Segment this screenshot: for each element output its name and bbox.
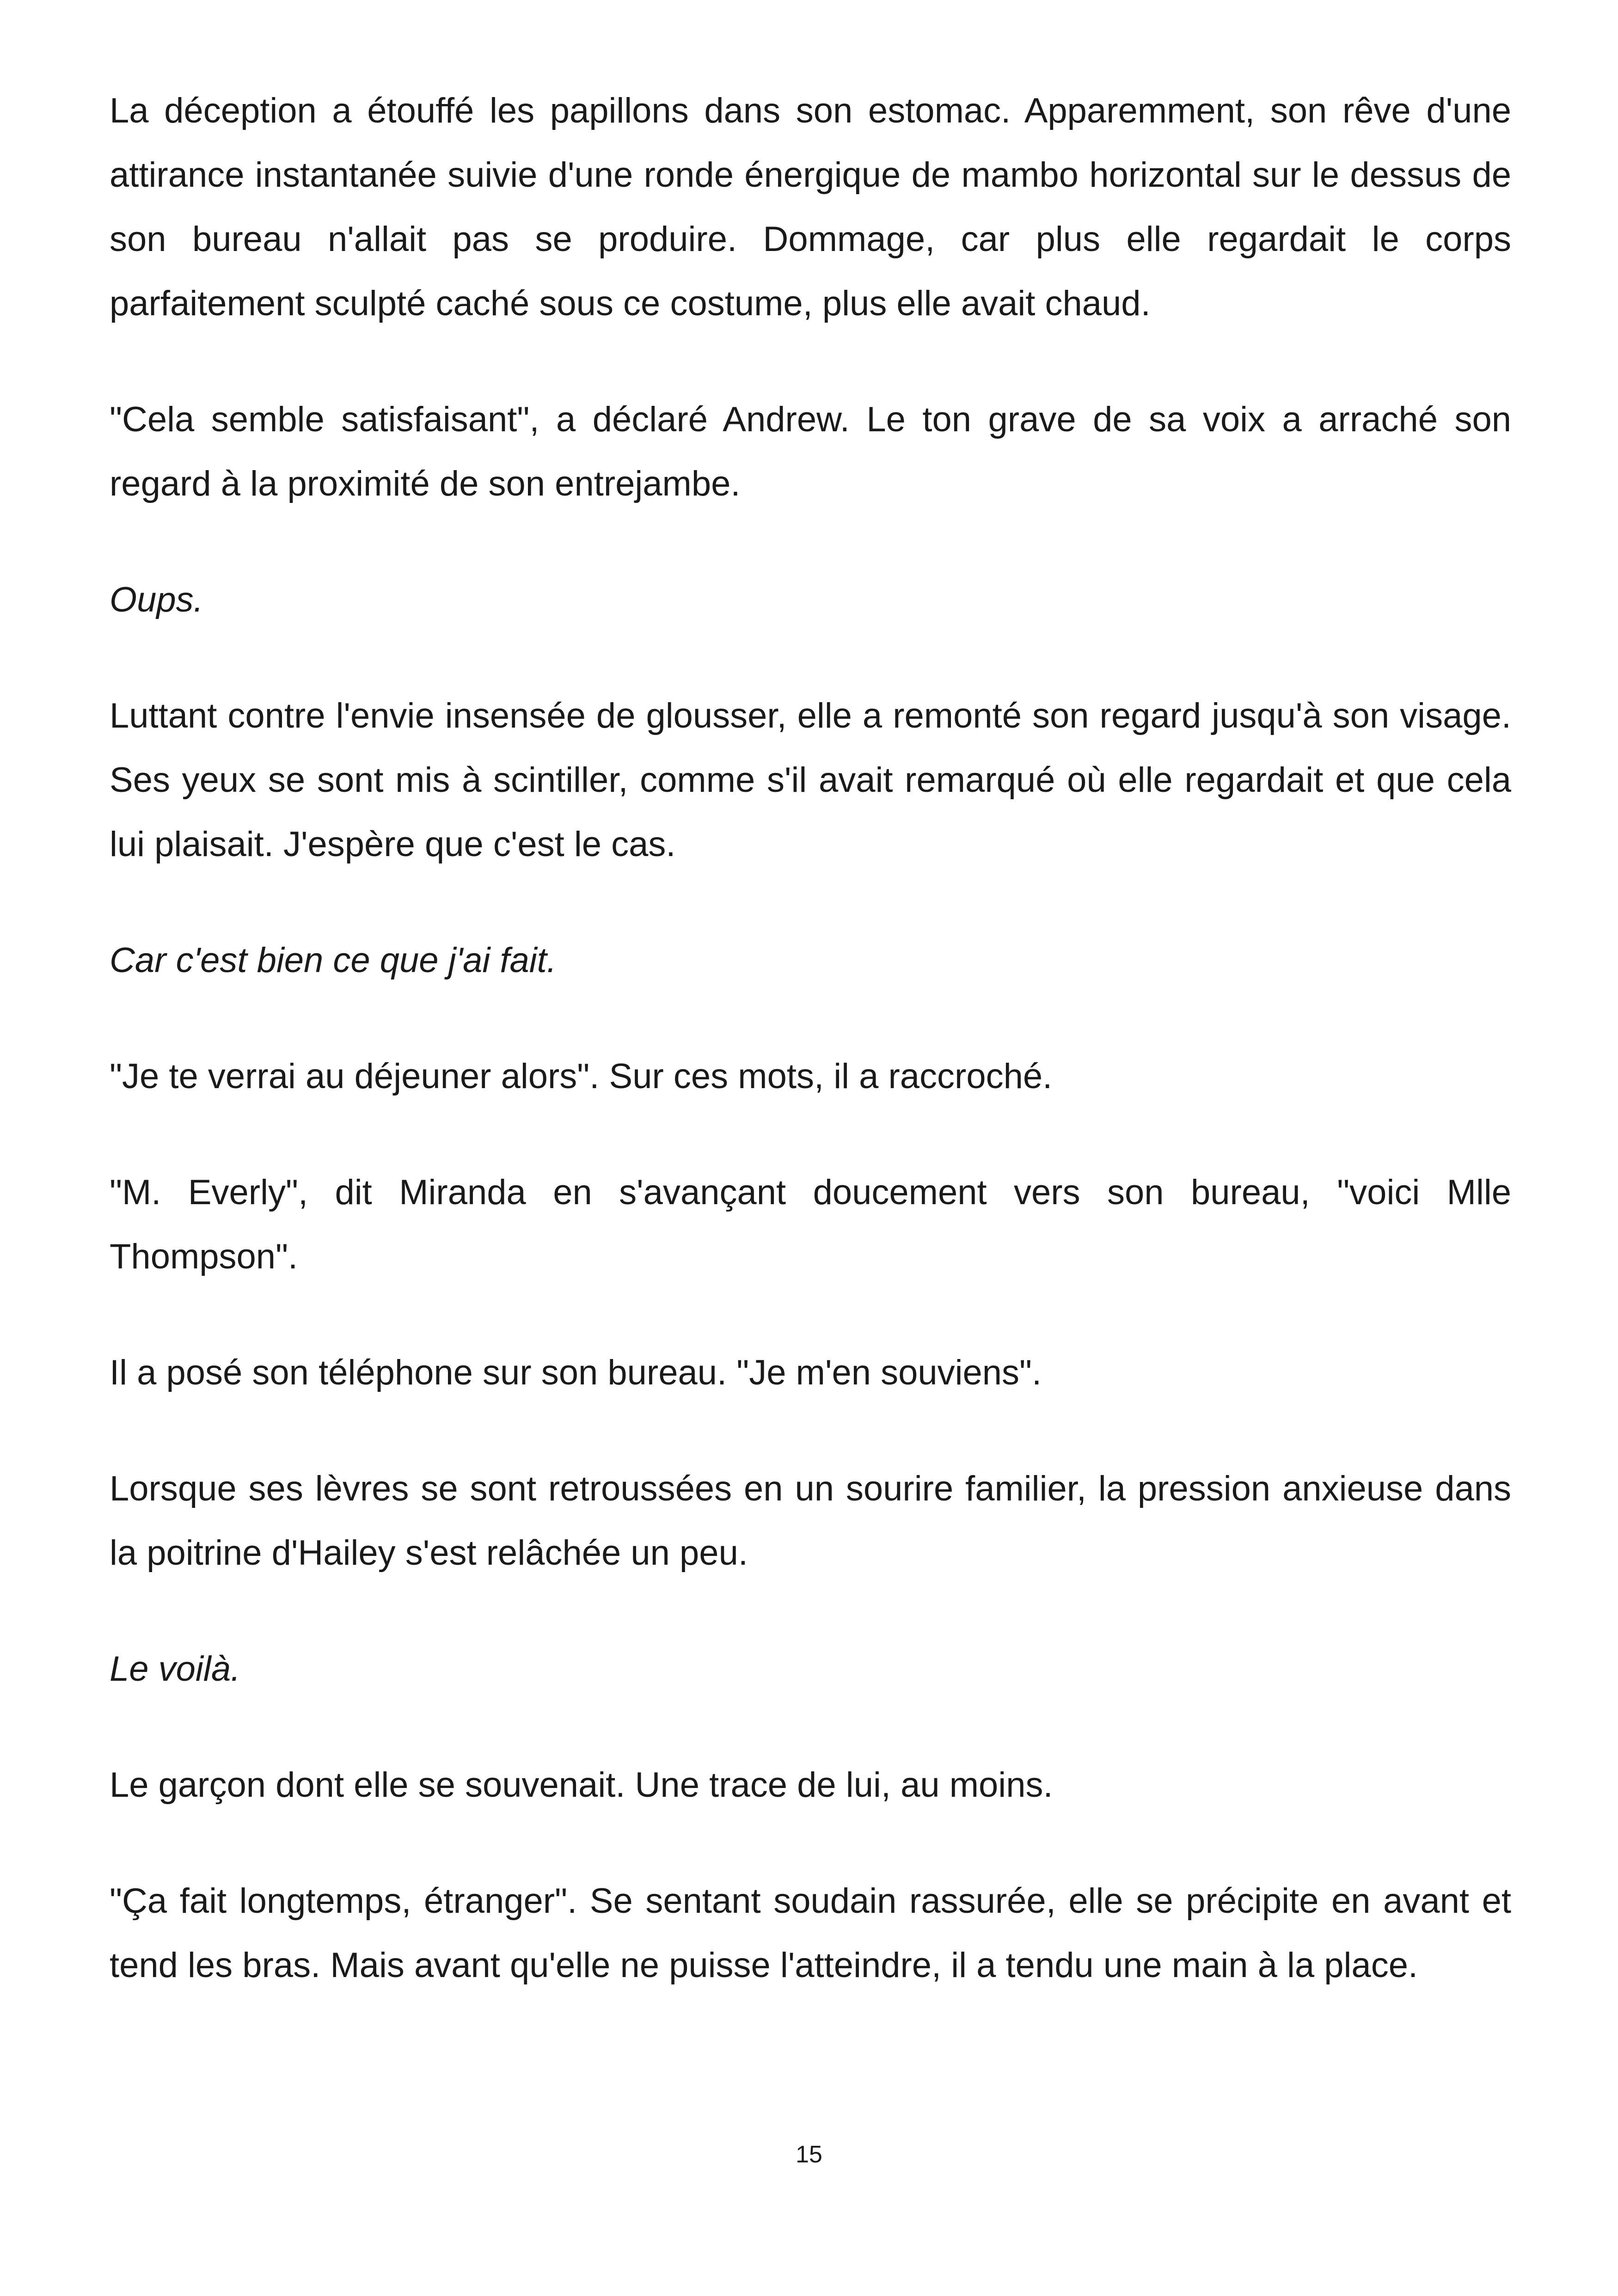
paragraph-12: "Ça fait longtemps, étranger". Se sentant soudain rassurée, elle se précipite en avant et tend les bras. Mais avant qu'elle ne puisse l'atteindre, il a tendu une main à la place.	[110, 1881, 1511, 1985]
paragraph-2: "Cela semble satisfaisant", a déclaré Andrew. Le ton grave de sa voix a arraché son regard à la proximité de son entrejambe.	[110, 400, 1511, 503]
page-body	[110, 79, 1511, 2049]
paragraph-11: Le garçon dont elle se souvenait. Une trace de lui, au moins.	[110, 1765, 1053, 1805]
paragraph-3-italic: Oups.	[110, 580, 203, 619]
paragraph-4: Luttant contre l'envie insensée de glousser, elle a remonté son regard jusqu'à son visage. Ses yeux se sont mis à scintiller, comme s'il avait remarqué où elle regardait et que cela lui plaisait. J'espère que c'est le cas.	[110, 696, 1511, 864]
page-number: 15	[796, 2141, 822, 2168]
paragraph-9: Lorsque ses lèvres se sont retroussées en un sourire familier, la pression anxieuse dans la poitrine d'Hailey s'est relâchée un peu.	[110, 1469, 1511, 1573]
paragraph-6: "Je te verrai au déjeuner alors". Sur ces mots, il a raccroché.	[110, 1057, 1053, 1096]
paragraph-1: La déception a étouffé les papillons dans son estomac. Apparemment, son rêve d'une attirance instantanée suivie d'une ronde énergique de mambo horizontal sur le dessus de son bureau n'allait pas se produire. Dommage, car plus elle regardait le corps parfaitement sculpté caché sous ce costume, plus elle avait chaud.	[110, 91, 1511, 323]
paragraph-8: Il a posé son téléphone sur son bureau. "Je m'en souviens".	[110, 1353, 1042, 1392]
paragraph-10-italic: Le voilà.	[110, 1649, 241, 1689]
paragraph-7: "M. Everly", dit Miranda en s'avançant doucement vers son bureau, "voici Mlle Thompson".	[110, 1173, 1511, 1276]
paragraph-5-italic: Car c'est bien ce que j'ai fait.	[110, 941, 557, 980]
